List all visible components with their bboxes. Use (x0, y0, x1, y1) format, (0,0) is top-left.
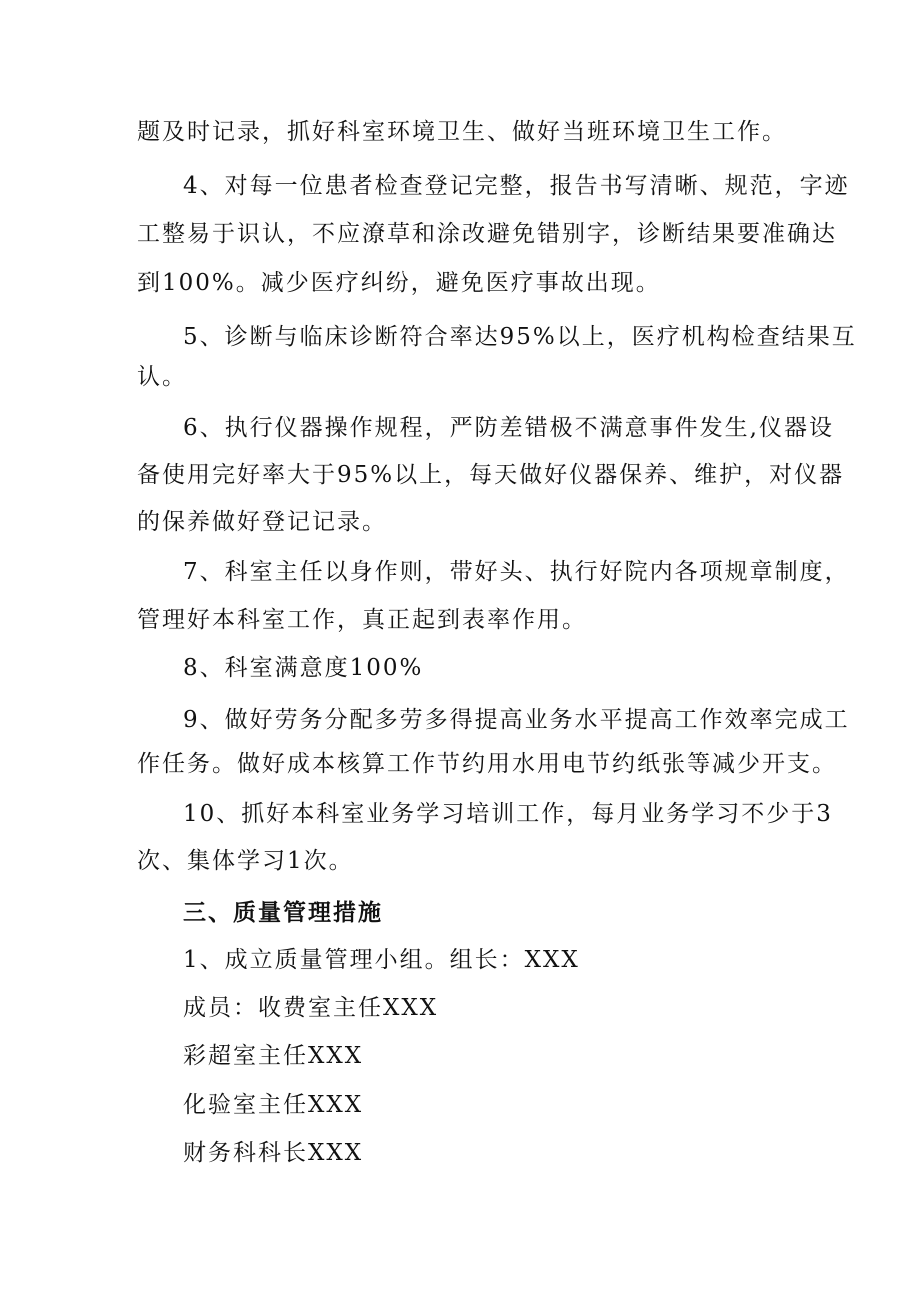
heading-text: 三、质量管理措施 (183, 899, 383, 926)
line-text: 到100%。减少医疗纠纷，避免医疗事故出现。 (137, 270, 661, 296)
text-line (0, 744, 920, 784)
text-line (0, 988, 920, 1028)
line-text: 8、科室满意度100% (183, 655, 424, 681)
text-line (0, 1036, 920, 1076)
text-line (0, 1085, 920, 1125)
line-text: 的保养做好登记记录。 (137, 509, 387, 535)
line-text: 财务科科长XXX (183, 1140, 364, 1166)
line-text: 认。 (137, 364, 187, 390)
text-line (0, 112, 920, 152)
text-line (0, 502, 920, 542)
line-text: 成员：收费室主任XXX (183, 995, 439, 1021)
line-text: 彩超室主任XXX (183, 1043, 364, 1069)
text-line (0, 940, 920, 980)
text-line (0, 214, 920, 254)
line-text: 次、集体学习1次。 (137, 848, 354, 874)
line-text: 6、执行仪器操作规程，严防差错极不满意事件发生,仪器设 (183, 415, 834, 441)
line-text: 作任务。做好成本核算工作节约用水用电节约纸张等减少开支。 (137, 751, 837, 777)
text-line (0, 600, 920, 640)
line-text: 备使用完好率大于95%以上，每天做好仪器保养、维护，对仪器 (137, 462, 845, 488)
text-line (0, 263, 920, 303)
text-line (0, 166, 920, 206)
text-line (0, 700, 920, 740)
text-line (0, 357, 920, 397)
text-line (0, 552, 920, 592)
line-text: 7、科室主任以身作则，带好头、执行好院内各项规章制度， (183, 559, 850, 585)
text-line (0, 455, 920, 495)
line-text: 管理好本科室工作，真正起到表率作用。 (137, 607, 587, 633)
text-line (0, 841, 920, 881)
line-text: 10、抓好本科室业务学习培训工作，每月业务学习不少于3 (183, 801, 833, 827)
line-text: 化验室主任XXX (183, 1092, 364, 1118)
line-text: 5、诊断与临床诊断符合率达95%以上，医疗机构检查结果互 (183, 324, 857, 350)
line-text: 4、对每一位患者检查登记完整，报告书写清晰、规范，字迹 (183, 173, 850, 199)
text-line (0, 1133, 920, 1173)
section-heading (0, 893, 920, 933)
text-line (0, 648, 920, 688)
text-line (0, 408, 920, 448)
text-line (0, 317, 920, 357)
line-text: 1、成立质量管理小组。组长：XXX (183, 947, 580, 973)
text-line (0, 794, 920, 834)
line-text: 题及时记录，抓好科室环境卫生、做好当班环境卫生工作。 (137, 119, 787, 145)
line-text: 工整易于识认，不应潦草和涂改避免错别字，诊断结果要准确达 (137, 221, 837, 247)
line-text: 9、做好劳务分配多劳多得提高业务水平提高工作效率完成工 (183, 707, 850, 733)
